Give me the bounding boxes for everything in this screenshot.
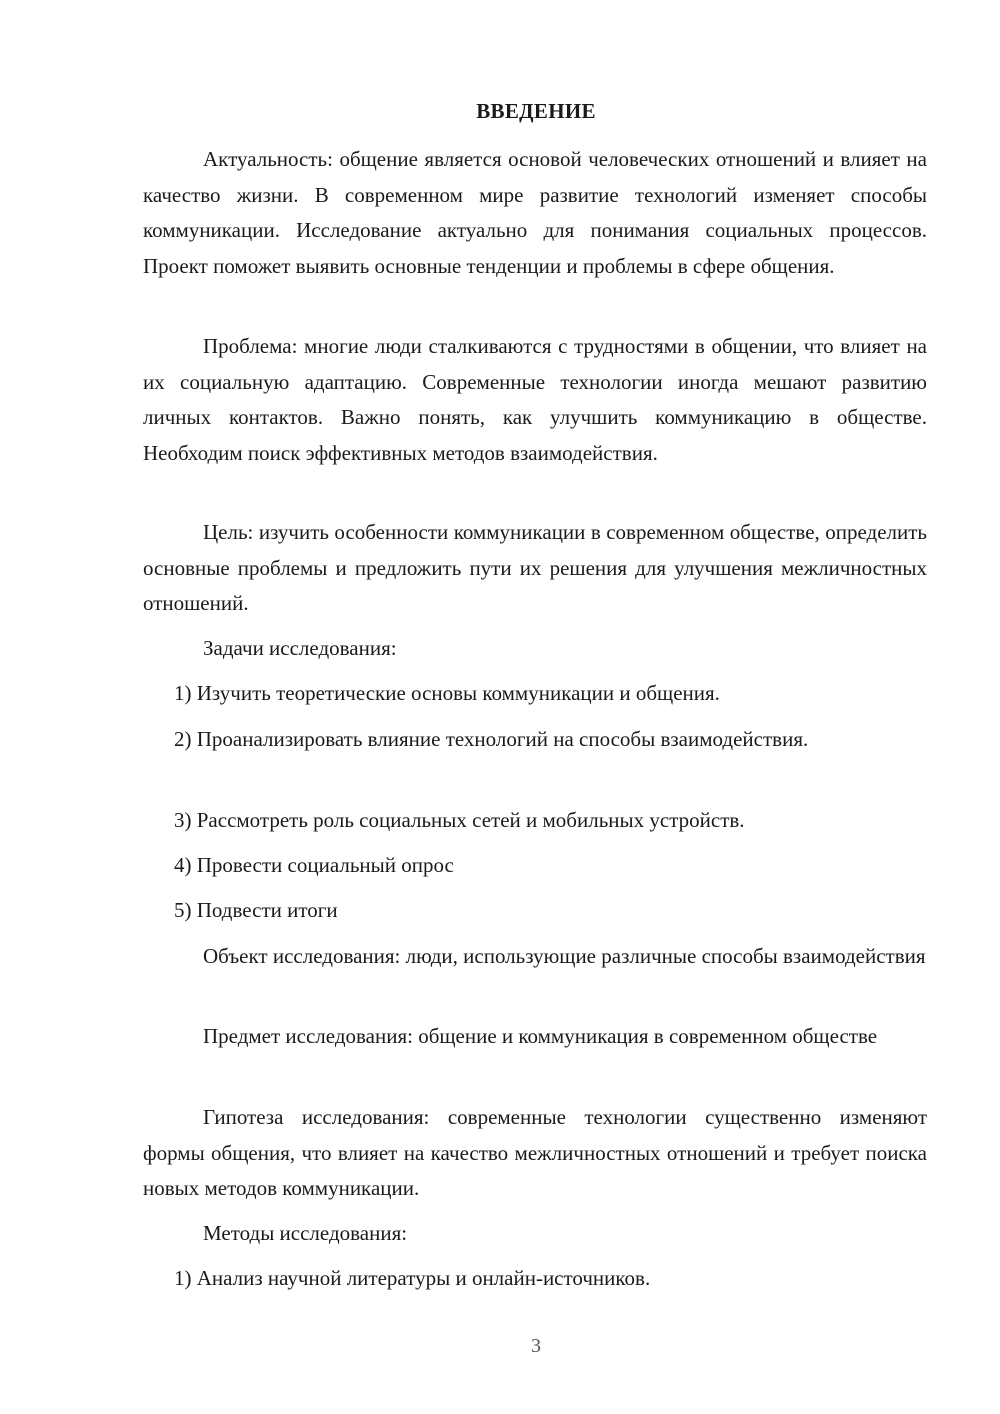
task-item-3: 3) Рассмотреть роль социальных сетей и мобильных устройств. bbox=[174, 808, 745, 832]
tasks-heading: Задачи исследования: bbox=[203, 636, 397, 660]
problem-paragraph: Проблема: многие люди сталкиваются с трудностями в общении, что влияет на их социальную адаптацию. Современные технологии иногда мешают развитию личных контактов. Важно понять, как улучшить коммуникацию в обществе. Необходим поиск эффективных методов взаимодействия. bbox=[143, 334, 927, 465]
page-title: ВВЕДЕНИЕ bbox=[476, 99, 596, 123]
task-item-2: 2) Проанализировать влияние технологий на способы взаимодействия. bbox=[174, 727, 809, 751]
page-number: 3 bbox=[531, 1335, 541, 1357]
task-item-5: 5) Подвести итоги bbox=[174, 898, 338, 922]
relevance-paragraph: Актуальность: общение является основой человеческих отношений и влияет на качество жизни. В современном мире развитие технологий изменяет способы коммуникации. Исследование актуально для понимания социальных процессов. Проект поможет выявить основные тенденции и проблемы в сфере общения. bbox=[143, 147, 927, 278]
object-paragraph: Объект исследования: люди, использующие различные способы взаимодействия bbox=[203, 944, 926, 968]
methods-heading: Методы исследования: bbox=[203, 1221, 408, 1245]
subject-paragraph: Предмет исследования: общение и коммуникация в современном обществе bbox=[203, 1024, 878, 1048]
task-item-1: 1) Изучить теоретические основы коммуникации и общения. bbox=[174, 681, 720, 705]
goal-paragraph: Цель: изучить особенности коммуникации в современном обществе, определить основные проблемы и предложить пути их решения для улучшения межличностных отношений. bbox=[143, 520, 927, 615]
method-item-1: 1) Анализ научной литературы и онлайн-источников. bbox=[174, 1266, 651, 1290]
hypothesis-paragraph: Гипотеза исследования: современные технологии существенно изменяют формы общения, что влияет на качество межличностных отношений и требует поиска новых методов коммуникации. bbox=[143, 1105, 927, 1200]
task-item-4: 4) Провести социальный опрос bbox=[174, 853, 454, 877]
